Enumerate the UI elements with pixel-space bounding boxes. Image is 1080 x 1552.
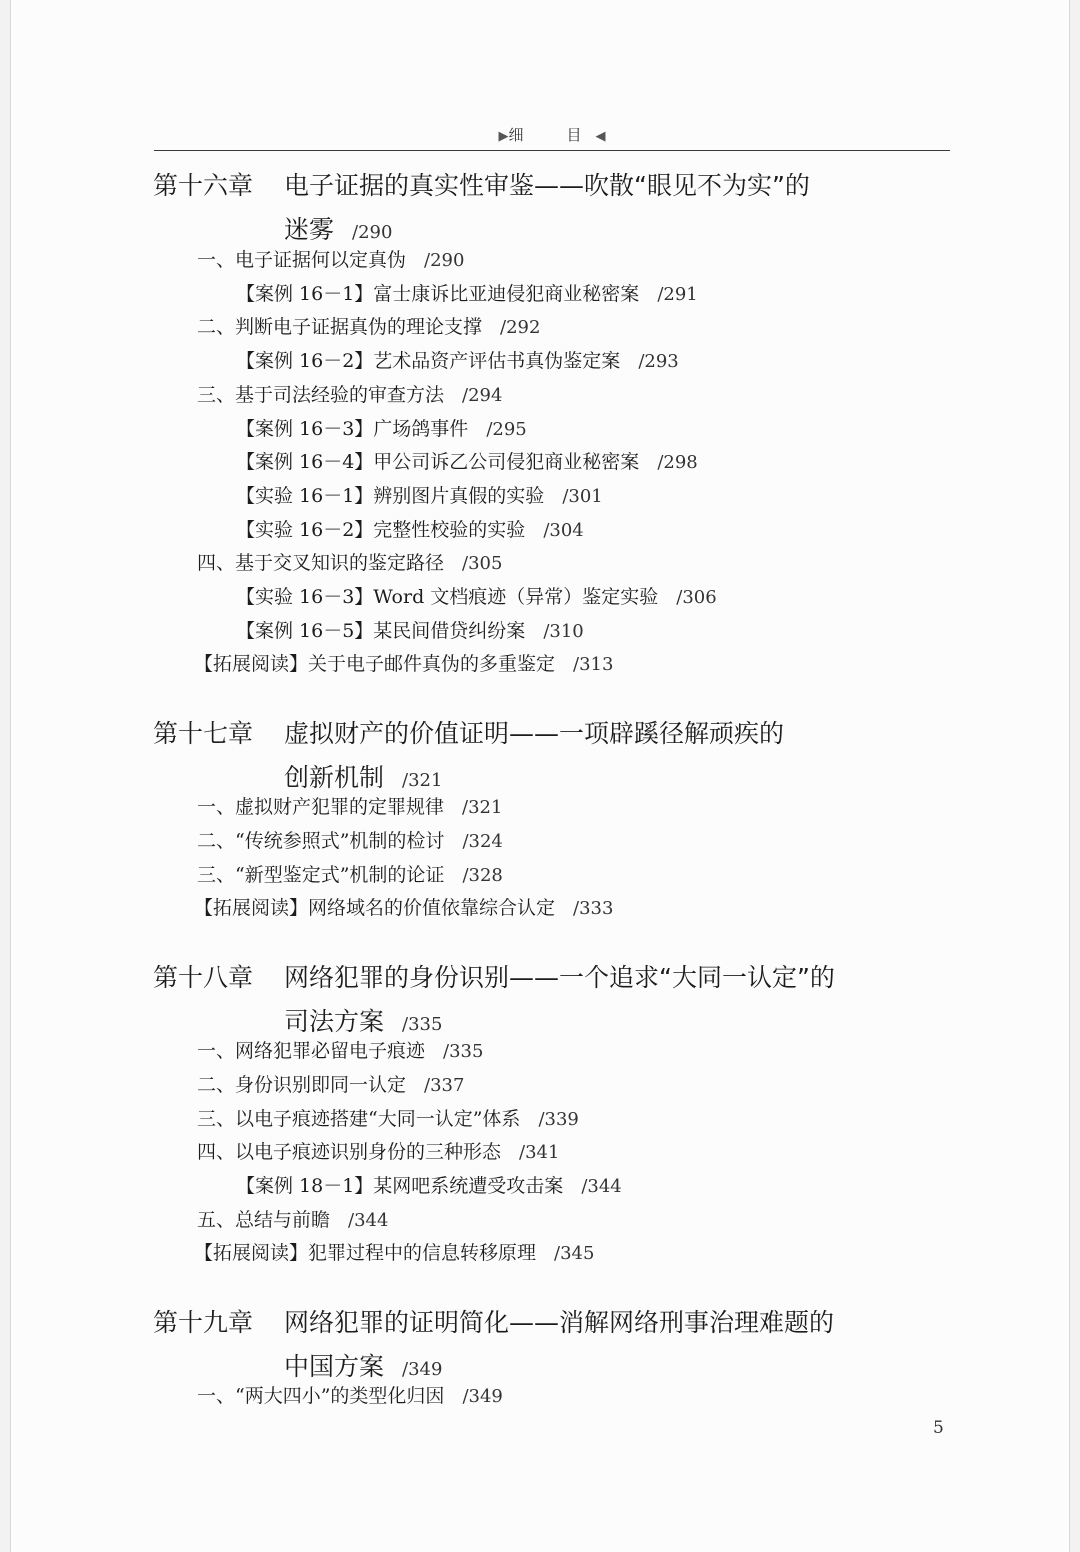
chapter-title: 网络犯罪的身份识别——一个追求“大同一认定”的 [284, 963, 835, 992]
toc-entry[interactable] [197, 792, 502, 823]
chapter-heading [153, 1301, 834, 1392]
toc-entry[interactable] [236, 447, 698, 478]
entry-text: 【案例 16－4】甲公司诉乙公司侵犯商业秘密案 [236, 451, 640, 473]
entry-text: 三、以电子痕迹搭建“大同一认定”体系 [197, 1108, 521, 1130]
toc-entry[interactable] [194, 649, 613, 680]
left-triangle-icon: ◀ [595, 129, 606, 144]
chapter-heading [153, 712, 784, 803]
page-ref: /339 [538, 1109, 579, 1130]
entry-text: 二、判断电子证据真伪的理论支撑 [197, 316, 483, 338]
chapter-number: 第十八章 [153, 963, 254, 992]
entry-text: 一、“两大四小”的类型化归因 [197, 1385, 445, 1407]
entry-text: 【案例 16－1】富士康诉比亚迪侵犯商业秘密案 [236, 283, 640, 305]
entry-text: 一、电子证据何以定真伪 [197, 249, 407, 271]
page-ref: /310 [543, 621, 584, 642]
page-ref: /341 [519, 1142, 560, 1163]
book-page [10, 0, 1070, 1552]
entry-text: 三、“新型鉴定式”机制的论证 [197, 864, 445, 886]
entry-text: 【案例 18－1】某网吧系统遭受攻击案 [236, 1175, 564, 1197]
page-ref: /305 [462, 553, 503, 574]
page-ref: /290 [424, 250, 465, 271]
chapter-title-continued: 创新机制 [284, 763, 385, 792]
header-title: 细 目 [508, 126, 596, 144]
toc-entry[interactable] [197, 1205, 388, 1236]
toc-entry[interactable] [236, 582, 717, 613]
toc-entry[interactable] [197, 1070, 464, 1101]
entry-text: 【案例 16－3】广场鸽事件 [236, 418, 469, 440]
entry-text: 二、身份识别即同一认定 [197, 1074, 407, 1096]
entry-text: 【拓展阅读】网络域名的价值依靠综合认定 [194, 897, 556, 919]
toc-entry[interactable] [197, 380, 502, 411]
page-ref: /349 [462, 1386, 503, 1407]
toc-entry[interactable] [236, 515, 584, 546]
chapter-title-continued: 迷雾 [284, 215, 335, 244]
entry-text: 【实验 16－2】完整性校验的实验 [236, 519, 526, 541]
page-ref: /293 [638, 351, 679, 372]
toc-entry[interactable] [236, 481, 603, 512]
page-ref: /349 [402, 1359, 443, 1380]
toc-entry[interactable] [197, 245, 464, 276]
chapter-heading [153, 956, 835, 1047]
entry-text: 三、基于司法经验的审查方法 [197, 384, 445, 406]
page-ref: /298 [657, 452, 698, 473]
toc-entry[interactable] [197, 860, 503, 891]
chapter-title-continued: 中国方案 [284, 1352, 385, 1381]
chapter-title: 电子证据的真实性审鉴——吹散“眼见不为实”的 [284, 171, 810, 200]
page-ref: /294 [462, 385, 503, 406]
toc-entry[interactable] [197, 1381, 503, 1412]
page-ref: /292 [500, 317, 541, 338]
running-header [154, 124, 950, 151]
page-ref: /306 [676, 587, 717, 608]
entry-text: 四、以电子痕迹识别身份的三种形态 [197, 1141, 502, 1163]
toc-entry[interactable] [197, 1104, 579, 1135]
entry-text: 【实验 16－3】Word 文档痕迹（异常）鉴定实验 [236, 586, 659, 608]
chapter-title-continued: 司法方案 [284, 1007, 385, 1036]
toc-entry[interactable] [197, 548, 502, 579]
page-ref: /295 [486, 419, 527, 440]
toc-entry[interactable] [197, 1036, 483, 1067]
toc-entry[interactable] [236, 279, 698, 310]
page-ref: /313 [573, 654, 614, 675]
page-number: 5 [933, 1418, 944, 1438]
entry-text: 【拓展阅读】犯罪过程中的信息转移原理 [194, 1242, 537, 1264]
page-ref: /321 [462, 797, 503, 818]
page-ref: /337 [424, 1075, 465, 1096]
entry-text: 一、虚拟财产犯罪的定罪规律 [197, 796, 445, 818]
page-ref: /335 [443, 1041, 484, 1062]
entry-text: 【案例 16－2】艺术品资产评估书真伪鉴定案 [236, 350, 621, 372]
toc-entry[interactable] [236, 414, 527, 445]
page-ref: /345 [554, 1243, 595, 1264]
entry-text: 【案例 16－5】某民间借贷纠纷案 [236, 620, 526, 642]
entry-text: 二、“传统参照式”机制的检讨 [197, 830, 445, 852]
entry-text: 五、总结与前瞻 [197, 1209, 331, 1231]
page-ref: /333 [573, 898, 614, 919]
page-ref: /328 [462, 865, 503, 886]
toc-entry[interactable] [194, 893, 613, 924]
entry-text: 一、网络犯罪必留电子痕迹 [197, 1040, 426, 1062]
toc-entry[interactable] [197, 1137, 559, 1168]
toc-entry[interactable] [197, 826, 503, 857]
page-ref: /344 [348, 1210, 389, 1231]
toc-entry[interactable] [236, 616, 584, 647]
page-ref: /324 [462, 831, 503, 852]
right-triangle-icon: ▶ [498, 129, 509, 144]
toc-entry[interactable] [197, 312, 540, 343]
chapter-title: 虚拟财产的价值证明——一项辟蹊径解顽疾的 [284, 719, 785, 748]
page-ref: /301 [562, 486, 603, 507]
entry-text: 【实验 16－1】辨别图片真假的实验 [236, 485, 545, 507]
chapter-number: 第十九章 [153, 1308, 254, 1337]
page-ref: /321 [402, 770, 443, 791]
page-ref: /344 [581, 1176, 622, 1197]
page-ref: /291 [657, 284, 698, 305]
toc-entry[interactable] [236, 1171, 622, 1202]
chapter-number: 第十七章 [153, 719, 254, 748]
page-ref: /304 [543, 520, 584, 541]
chapter-title: 网络犯罪的证明简化——消解网络刑事治理难题的 [284, 1308, 835, 1337]
page-ref: /335 [402, 1014, 443, 1035]
entry-text: 四、基于交叉知识的鉴定路径 [197, 552, 445, 574]
toc-entry[interactable] [236, 346, 679, 377]
entry-text: 【拓展阅读】关于电子邮件真伪的多重鉴定 [194, 653, 556, 675]
page-ref: /290 [352, 222, 393, 243]
toc-entry[interactable] [194, 1238, 594, 1269]
chapter-number: 第十六章 [153, 171, 254, 200]
chapter-heading [153, 164, 810, 255]
